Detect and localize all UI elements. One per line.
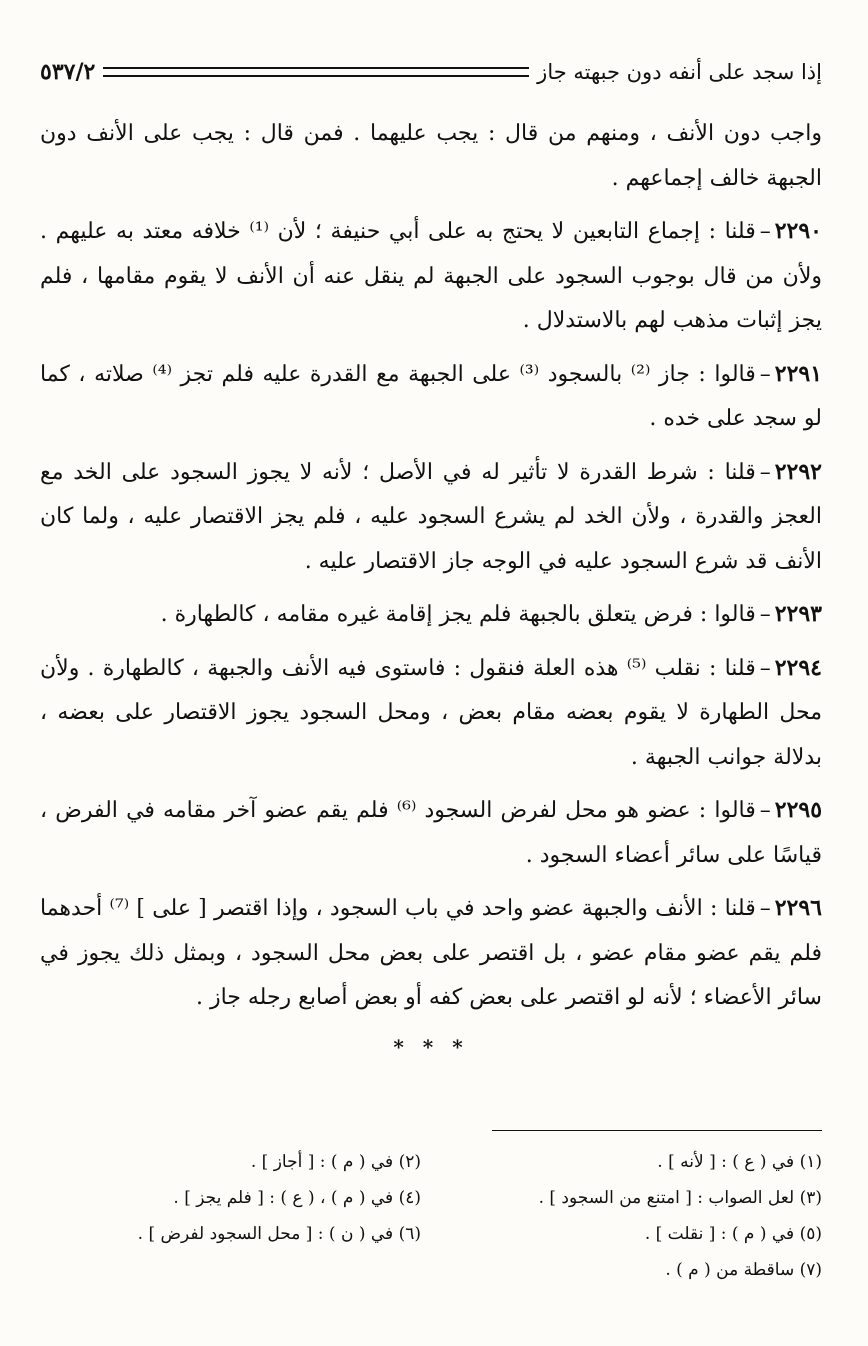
paragraph-text: قلنا : إجماع التابعين لا يحتج به على أبي حنيفة ؛ لأن ⁽¹⁾ خلافه معتد به عليهم . ولأن من قال بوجوب السجود على الجبهة لم ينقل عنه أن الأنف لا يقوم مقامها ، فلم يجز إثبات مذهب لهم بالاستدلال . [40,219,822,333]
paragraph-number: ٢٢٩٤ [774,654,822,681]
footnote: (٦) في ( ن ) : [ محل السجود لفرض ] . [137,1224,421,1244]
paragraph-number: ٢٢٩٠ [774,218,822,244]
paragraph: ٢٢٩٥–قالوا : عضو هو محل لفرض السجود ⁽⁶⁾ فلم يقم عضو آخر مقامه في الفرض ، قياسًا على سائر أعضاء السجود . [40,797,823,868]
footnote: (٥) في ( م ) : [ نقلت ] . [644,1224,822,1244]
paragraph-number: ٢٢٩٣ [774,601,822,627]
paragraph-text: قلنا : شرط القدرة لا تأثير له في الأصل ؛ لأنه لا يجوز السجود على الخد مع العجز والقدرة ، ولأن الخد لم يشرع السجود عليه ، فلم يجز الاقتصار عليه ، ولما كان الأنف قد شرع السجود عليه في الوجه جاز الاقتصار عليه . [40,459,822,574]
main-text [40,112,822,1059]
paragraph-number: ٢٢٩٦ [774,895,822,921]
paragraph-number: ٢٢٩١ [774,360,823,387]
paragraph-number: ٢٢٩٥ [774,797,823,823]
footnote-list [40,1147,822,1285]
paragraph-text: واجب دون الأنف ، ومنهم من قال : يجب عليهما . فمن قال : يجب على الأنف دون الجبهة خالف إجماعهم . [40,121,822,191]
header-rule [103,67,529,77]
paragraph-text: قالوا : فرض يتعلق بالجبهة فلم يجز إقامة غيره مقامه ، كالطهارة . [160,602,756,627]
paragraph: ٢٢٩٢–قلنا : شرط القدرة لا تأثير له في الأصل ؛ لأنه لا يجوز السجود على الخد مع العجز والقدرة ، ولأن الخد لم يشرع السجود عليه ، فلم يجز الاقتصار عليه ، ولما كان الأنف قد شرع السجود عليه في الوجه جاز الاقتصار عليه . [40,458,822,574]
paragraph [40,112,822,201]
paragraph: ٢٢٩٤–قلنا : نقلب ⁽⁵⁾ هذه العلة فنقول : فاستوى فيه الأنف والجبهة ، كالطهارة . ولأن محل الطهارة لا يقوم بعضه مقام بعض ، ومحل السجود يجوز الاقتصار على بعضه ، بدلالة جوانب الجبهة . [40,654,822,770]
footnote: (١) في ( ع ) : [ لأنه ] . [657,1152,822,1172]
paragraph-text: قالوا : جاز ⁽²⁾ بالسجود ⁽³⁾ على الجبهة مع القدرة عليه فلم تجز ⁽⁴⁾ صلاته ، كما لو سجد على خده . [40,361,822,431]
section-separator: * * * [393,1034,469,1059]
footnote: (٢) في ( م ) : [ أجاز ] . [250,1152,421,1172]
page-header [40,52,822,92]
paragraph: ٢٢٩٠–قلنا : إجماع التابعين لا يحتج به على أبي حنيفة ؛ لأن ⁽¹⁾ خلافه معتد به عليهم . ولأن من قال بوجوب السجود على الجبهة لم ينقل عنه أن الأنف لا يقوم مقامها ، فلم يجز إثبات مذهب لهم بالاستدلال . [40,218,822,333]
paragraph-text: قلنا : نقلب ⁽⁵⁾ هذه العلة فنقول : فاستوى فيه الأنف والجبهة ، كالطهارة . ولأن محل الطهارة لا يقوم بعضه مقام بعض ، ومحل السجود يجوز الاقتصار على بعضه ، بدلالة جوانب الجبهة . [40,655,822,770]
footnote-rule [492,1130,822,1131]
paragraph-number: ٢٢٩٢ [774,458,822,485]
footnote: (٣) لعل الصواب : [ امتنع من السجود ] . [538,1188,822,1208]
paragraph-text: قلنا : الأنف والجبهة عضو واحد في باب السجود ، وإذا اقتصر [ على ] ⁽⁷⁾ أحدهما فلم يقم عضو مقام عضو ، بل اقتصر على بعض محل السجود ، وبمثل ذلك يجوز في سائر الأعضاء ؛ لأنه لو اقتصر على بعض كفه أو بعض أصابع رجله جاز . [40,896,822,1010]
page-number: ٥٣٧/٢ [40,59,96,85]
footnotes [40,1130,822,1285]
running-title: إذا سجد على أنفه دون جبهته جاز [537,60,822,84]
paragraph-text: قالوا : عضو هو محل لفرض السجود ⁽⁶⁾ فلم يقم عضو آخر مقامه في الفرض ، قياسًا على سائر أعضاء السجود . [40,798,822,868]
footnote: (٤) في ( م ) ، ( ع ) : [ فلم يجز ] . [173,1188,421,1208]
paragraph: ٢٢٩٦–قلنا : الأنف والجبهة عضو واحد في باب السجود ، وإذا اقتصر [ على ] ⁽⁷⁾ أحدهما فلم يقم عضو مقام عضو ، بل اقتصر على بعض محل السجود ، وبمثل ذلك يجوز في سائر الأعضاء ؛ لأنه لو اقتصر على بعض كفه أو بعض أصابع رجله جاز . [40,895,822,1010]
paragraph: ٢٢٩١–قالوا : جاز ⁽²⁾ بالسجود ⁽³⁾ على الجبهة مع القدرة عليه فلم تجز ⁽⁴⁾ صلاته ، كما لو سجد على خده . [40,360,823,431]
footnote: (٧) ساقطة من ( م ) . [665,1260,822,1280]
paragraph: ٢٢٩٣–قالوا : فرض يتعلق بالجبهة فلم يجز إقامة غيره مقامه ، كالطهارة . [160,601,822,627]
